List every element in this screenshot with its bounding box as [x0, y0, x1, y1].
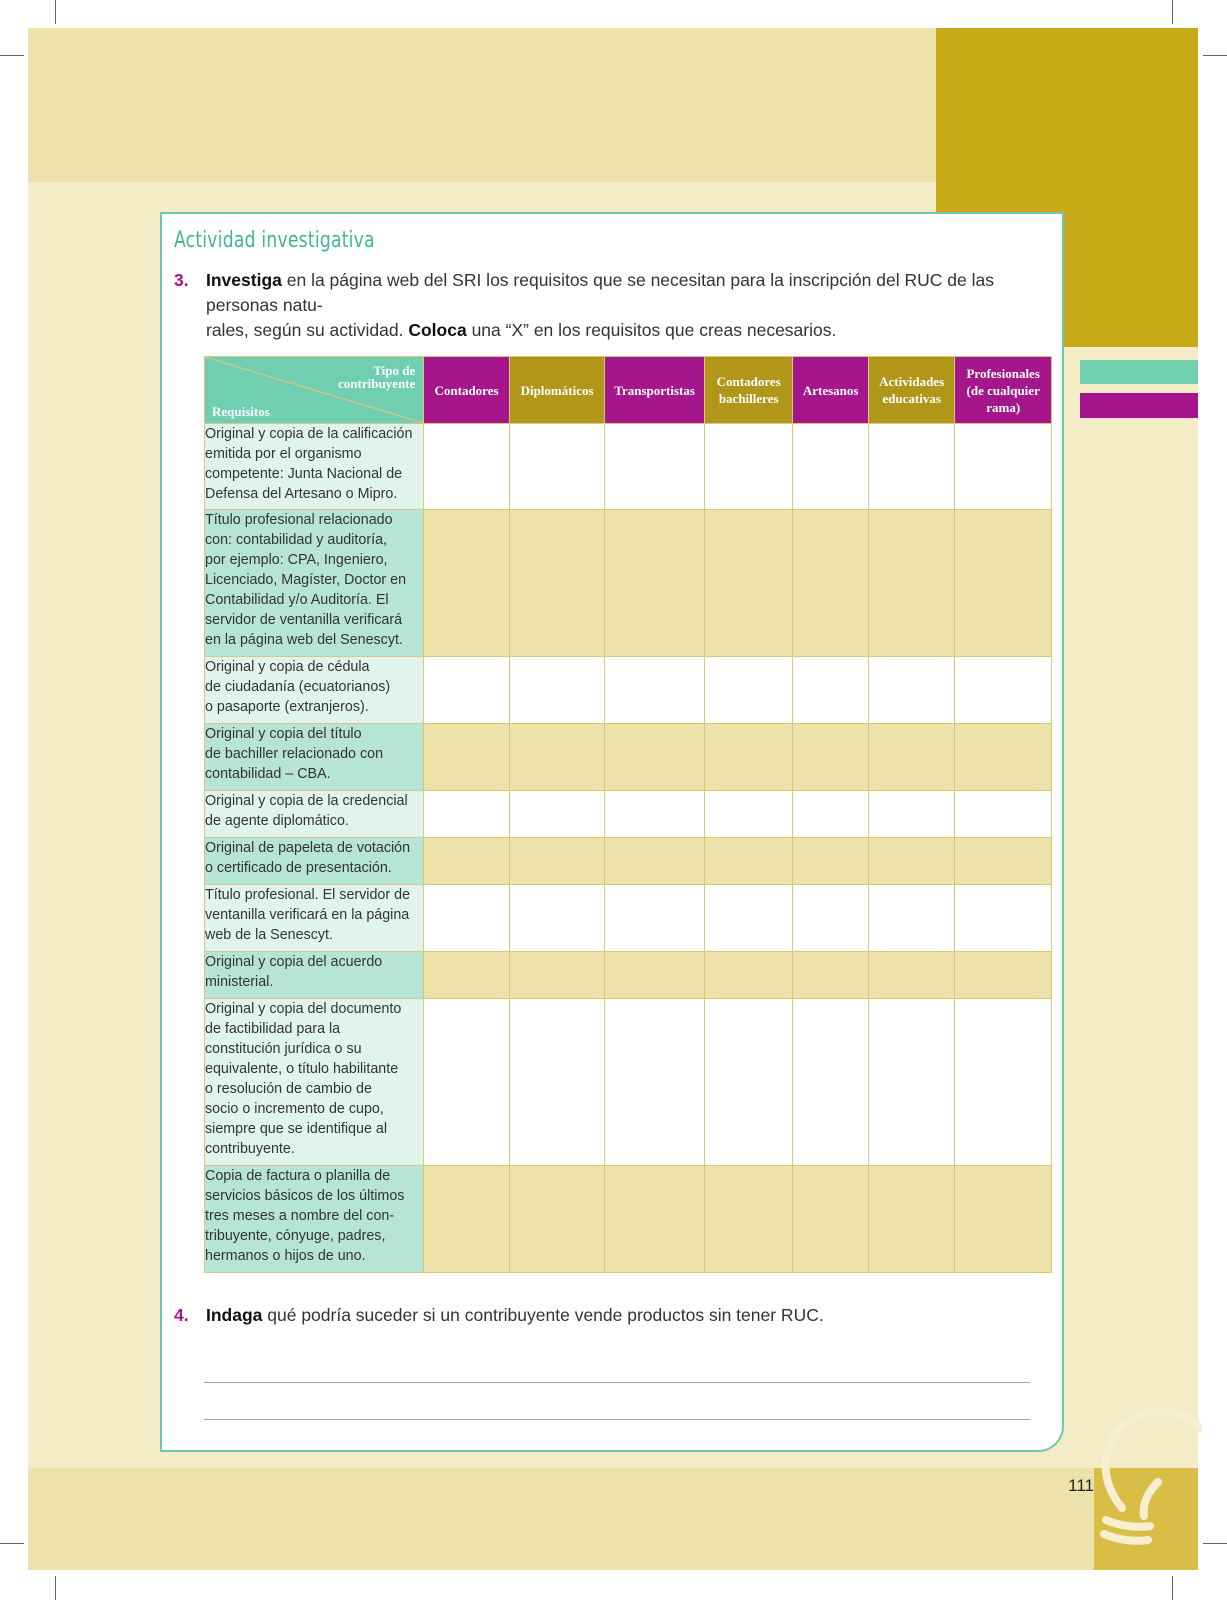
- checkbox-cell[interactable]: [605, 510, 705, 657]
- checkbox-cell[interactable]: [605, 657, 705, 724]
- question-4-verb-indaga: Indaga: [206, 1305, 263, 1325]
- crop-mark: [0, 1543, 24, 1544]
- requirement-label: Título profesional relacionado con: contabilidad y auditoría, por ejemplo: CPA, Ingeniero, Licenciado, Magíster, Doctor en Contabilidad y/o Auditoría. El servidor de ventanilla verificará en la página web del Senescyt.: [205, 510, 424, 657]
- checkbox-cell[interactable]: [793, 724, 868, 791]
- checkbox-cell[interactable]: [955, 885, 1052, 952]
- checkbox-cell[interactable]: [955, 724, 1052, 791]
- corner-label-requisitos: Requisitos: [212, 404, 270, 419]
- table-row: [205, 1166, 1052, 1273]
- table-row: [205, 657, 1052, 724]
- crop-mark: [1203, 55, 1227, 56]
- checkbox-cell[interactable]: [868, 885, 955, 952]
- checkbox-cell[interactable]: [793, 424, 868, 510]
- green-side-tab: [1080, 360, 1198, 384]
- crop-mark: [1203, 1543, 1227, 1544]
- checkbox-cell[interactable]: [868, 791, 955, 838]
- checkbox-cell[interactable]: [424, 952, 510, 999]
- checkbox-cell[interactable]: [793, 791, 868, 838]
- checkbox-cell[interactable]: [509, 999, 605, 1166]
- checkbox-cell[interactable]: [509, 510, 605, 657]
- checkbox-cell[interactable]: [424, 424, 510, 510]
- checkbox-cell[interactable]: [704, 952, 793, 999]
- table-row: [205, 424, 1052, 510]
- checkbox-cell[interactable]: [955, 510, 1052, 657]
- checkbox-cell[interactable]: [509, 838, 605, 885]
- checkbox-cell[interactable]: [605, 424, 705, 510]
- table-row: [205, 885, 1052, 952]
- checkbox-cell[interactable]: [509, 424, 605, 510]
- checkbox-cell[interactable]: [509, 952, 605, 999]
- checkbox-cell[interactable]: [605, 885, 705, 952]
- checkbox-cell[interactable]: [955, 999, 1052, 1166]
- checkbox-cell[interactable]: [868, 952, 955, 999]
- table-row: [205, 952, 1052, 999]
- checkbox-cell[interactable]: [793, 510, 868, 657]
- requirement-label: Original de papeleta de votación o certificado de presentación.: [205, 838, 424, 885]
- table-row: [205, 510, 1052, 657]
- column-header: Actividades educativas: [868, 357, 955, 424]
- table-row: [205, 724, 1052, 791]
- table-row: [205, 999, 1052, 1166]
- magenta-side-tab: [1080, 393, 1198, 418]
- checkbox-cell[interactable]: [605, 1166, 705, 1273]
- checkbox-cell[interactable]: [793, 952, 868, 999]
- checkbox-cell[interactable]: [704, 724, 793, 791]
- checkbox-cell[interactable]: [424, 657, 510, 724]
- checkbox-cell[interactable]: [704, 838, 793, 885]
- question-3-verb-coloca: Coloca: [408, 320, 467, 340]
- question-3-text-line3: una “X” en los requisitos que creas necesarios.: [466, 320, 837, 340]
- checkbox-cell[interactable]: [868, 999, 955, 1166]
- checkbox-cell[interactable]: [605, 838, 705, 885]
- answer-line-1[interactable]: [204, 1382, 1030, 1383]
- requirement-label: Título profesional. El servidor de ventanilla verificará en la página web de la Senescyt.: [205, 885, 424, 952]
- checkbox-cell[interactable]: [868, 424, 955, 510]
- checkbox-cell[interactable]: [955, 424, 1052, 510]
- corner-label-tipo: Tipo de contribuyente: [338, 363, 416, 391]
- question-3-text-line1: en la página web del SRI los requisitos que se necesitan para la inscripción del RUC de las personas natu-: [206, 270, 994, 315]
- checkbox-cell[interactable]: [424, 885, 510, 952]
- checkbox-cell[interactable]: [868, 1166, 955, 1273]
- checkbox-cell[interactable]: [424, 999, 510, 1166]
- crop-mark: [55, 1576, 56, 1600]
- checkbox-cell[interactable]: [955, 791, 1052, 838]
- crop-mark: [1172, 1576, 1173, 1600]
- checkbox-cell[interactable]: [424, 510, 510, 657]
- table-header-row: [205, 357, 1052, 424]
- checkbox-cell[interactable]: [704, 657, 793, 724]
- checkbox-cell[interactable]: [605, 791, 705, 838]
- requirements-table: [204, 356, 1052, 1273]
- checkbox-cell[interactable]: [509, 885, 605, 952]
- column-header: Diplomáticos: [509, 357, 605, 424]
- checkbox-cell[interactable]: [424, 1166, 510, 1273]
- question-3-verb-investiga: Investiga: [206, 270, 282, 290]
- checkbox-cell[interactable]: [704, 885, 793, 952]
- checkbox-cell[interactable]: [704, 424, 793, 510]
- answer-line-2[interactable]: [204, 1419, 1030, 1420]
- checkbox-cell[interactable]: [605, 724, 705, 791]
- table-body: [205, 424, 1052, 1273]
- crop-mark: [55, 0, 56, 24]
- question-3-number: 3.: [174, 270, 189, 290]
- checkbox-cell[interactable]: [704, 791, 793, 838]
- checkbox-cell[interactable]: [704, 999, 793, 1166]
- checkbox-cell[interactable]: [509, 1166, 605, 1273]
- checkbox-cell[interactable]: [509, 791, 605, 838]
- checkbox-cell[interactable]: [704, 1166, 793, 1273]
- requirement-label: Original y copia del documento de factibilidad para la constitución jurídica o su equivalente, o título habilitante o resolución de cambio de socio o incremento de cupo, siempre que se identifique al contribuyente.: [205, 999, 424, 1166]
- question-4-text: qué podría suceder si un contribuyente vende productos sin tener RUC.: [262, 1305, 824, 1325]
- checkbox-cell[interactable]: [793, 999, 868, 1166]
- column-header: Contadores: [424, 357, 510, 424]
- checkbox-cell[interactable]: [793, 657, 868, 724]
- bottom-band: [28, 1468, 1094, 1570]
- checkbox-cell[interactable]: [424, 724, 510, 791]
- checkbox-cell[interactable]: [509, 724, 605, 791]
- crop-mark: [1172, 0, 1173, 24]
- column-header: Contadores bachilleres: [704, 357, 793, 424]
- checkbox-cell[interactable]: [868, 838, 955, 885]
- requirement-label: Copia de factura o planilla de servicios básicos de los últimos tres meses a nombre del con- tribuyente, cónyuge, padres, hermanos o hijos de uno.: [205, 1166, 424, 1273]
- requirement-label: Original y copia del título de bachiller relacionado con contabilidad – CBA.: [205, 724, 424, 791]
- checkbox-cell[interactable]: [868, 657, 955, 724]
- top-band: [28, 28, 936, 182]
- activity-title: Actividad investigativa: [174, 228, 375, 253]
- question-4-number: 4.: [174, 1305, 189, 1325]
- checkbox-cell[interactable]: [955, 1166, 1052, 1273]
- question-3: [174, 268, 1054, 340]
- checkbox-cell[interactable]: [955, 657, 1052, 724]
- checkbox-cell[interactable]: [868, 510, 955, 657]
- checkbox-cell[interactable]: [955, 838, 1052, 885]
- checkbox-cell[interactable]: [955, 952, 1052, 999]
- checkbox-cell[interactable]: [424, 838, 510, 885]
- requirement-label: Original y copia de la credencial de agente diplomático.: [205, 791, 424, 838]
- column-header: Transportistas: [605, 357, 705, 424]
- table-row: [205, 838, 1052, 885]
- checkbox-cell[interactable]: [704, 510, 793, 657]
- question-4: [174, 1303, 1054, 1331]
- checkbox-cell[interactable]: [605, 999, 705, 1166]
- table-corner-header: [205, 357, 424, 424]
- checkbox-cell[interactable]: [793, 885, 868, 952]
- activity-card: [160, 212, 1064, 1452]
- checkbox-cell[interactable]: [605, 952, 705, 999]
- checkbox-cell[interactable]: [424, 791, 510, 838]
- table-row: [205, 791, 1052, 838]
- requirement-label: Original y copia de la calificación emitida por el organismo competente: Junta Nacional de Defensa del Artesano o Mipro.: [205, 424, 424, 510]
- question-3-text-line2: rales, según su actividad.: [206, 320, 409, 340]
- lightbulb-icon: [1092, 1398, 1202, 1548]
- checkbox-cell[interactable]: [793, 838, 868, 885]
- requirement-label: Original y copia de cédula de ciudadanía (ecuatorianos) o pasaporte (extranjeros).: [205, 657, 424, 724]
- column-header: Artesanos: [793, 357, 868, 424]
- checkbox-cell[interactable]: [868, 724, 955, 791]
- column-header: Profesionales (de cualquier rama): [955, 357, 1052, 424]
- checkbox-cell[interactable]: [509, 657, 605, 724]
- crop-mark: [0, 55, 24, 56]
- requirement-label: Original y copia del acuerdo ministerial.: [205, 952, 424, 999]
- page-number: 111: [1068, 1476, 1094, 1495]
- checkbox-cell[interactable]: [793, 1166, 868, 1273]
